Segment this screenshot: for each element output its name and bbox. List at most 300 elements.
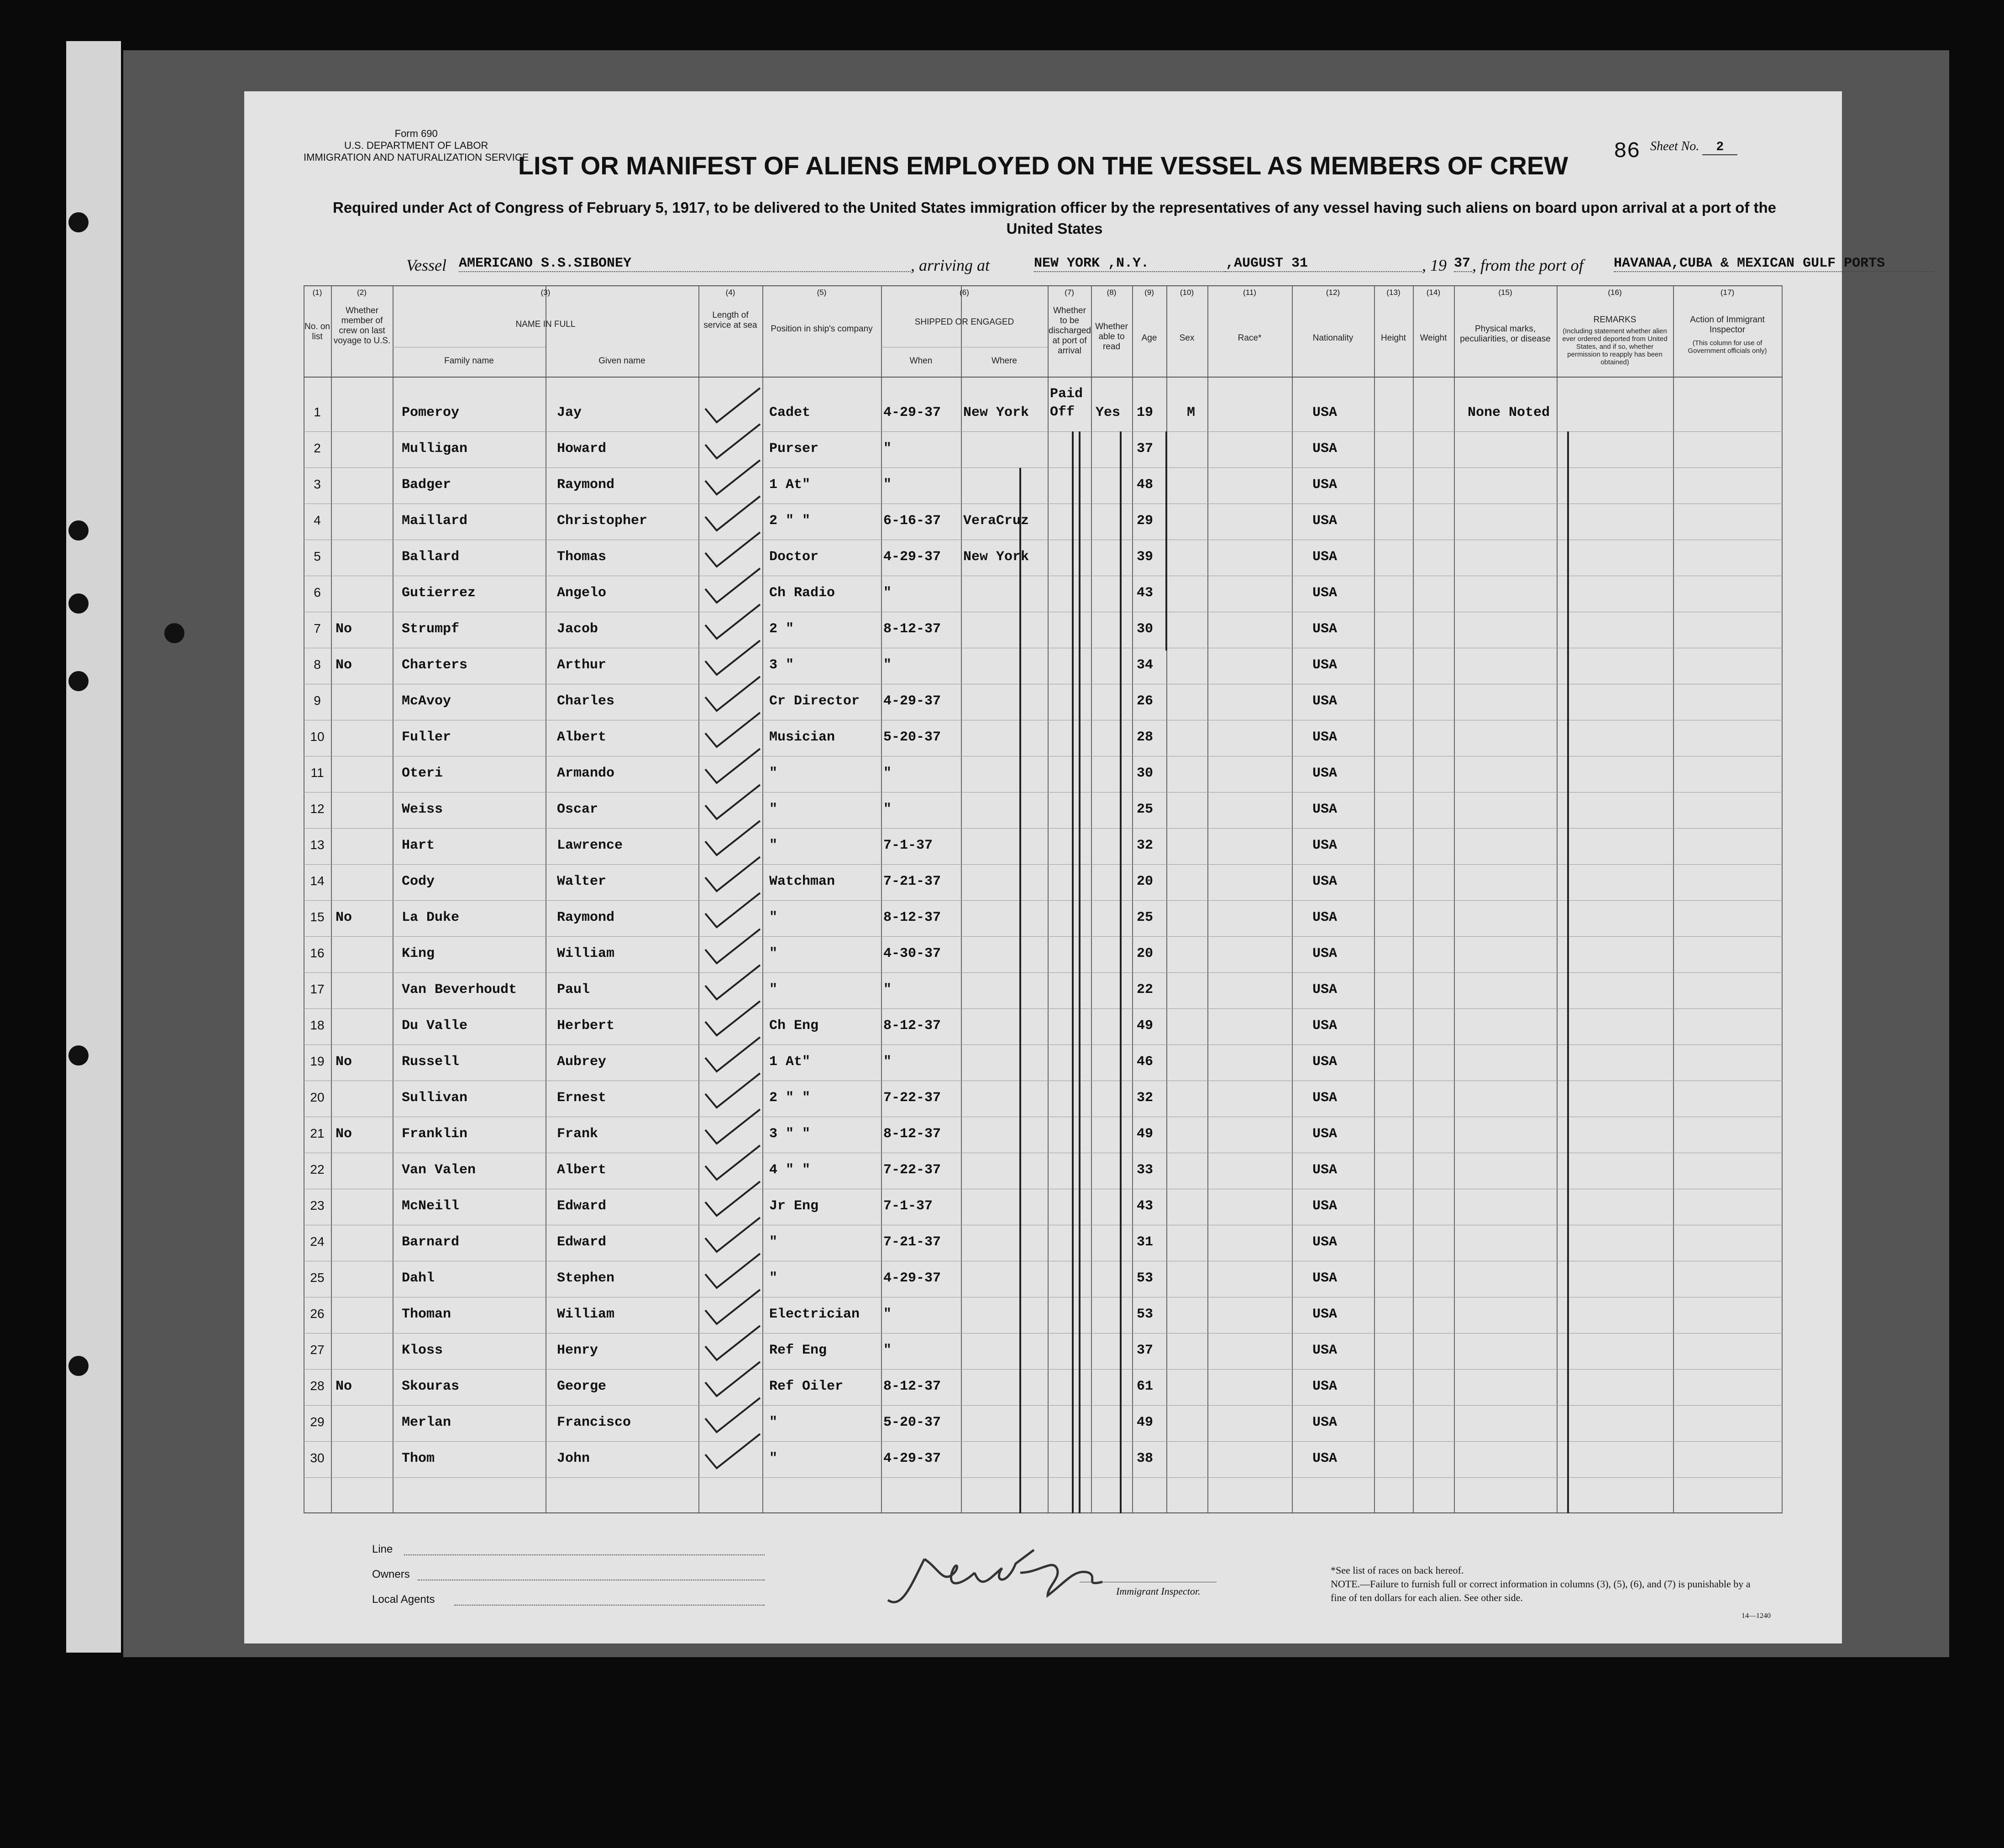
header-shipped-engaged: SHIPPED OR ENGAGED [914,317,1014,327]
cell-when: 4-29-37 [883,693,941,709]
cell-family: Skouras [402,1379,460,1394]
cell-family: Du Valle [402,1018,468,1034]
cell-given: Francisco [557,1415,631,1430]
cell-no: 6 [314,585,321,599]
cell-nationality: USA [1312,874,1338,889]
cell-no: 29 [310,1415,325,1429]
cell-when: " [883,766,892,781]
cell-given: Jacob [557,621,598,637]
from-port-value: HAVANAA,CUBA & MEXICAN GULF PORTS [1614,256,1933,272]
cell-no: 20 [310,1090,325,1104]
cell-nationality: USA [1312,946,1338,961]
cell-given: William [557,946,615,961]
cell-given: Raymond [557,910,615,925]
check-mark [705,857,760,891]
cell-age: 37 [1137,1343,1154,1358]
cell-given: Arthur [557,657,607,673]
check-mark [705,1181,760,1216]
col-num: (11) [1243,288,1256,297]
cell-given: Edward [557,1234,607,1250]
cell-nationality: USA [1312,549,1338,565]
cell-age: 30 [1137,621,1154,637]
from-port-label: , from the port of [1472,256,1584,274]
header-sex: Sex [1179,333,1195,343]
cell-when: " [883,441,892,457]
header-race: Race* [1238,333,1262,343]
cell-age: 61 [1137,1379,1154,1394]
cell-family: Mulligan [402,441,468,457]
cell-where: New York [963,405,1029,420]
cell-position: " [769,910,778,925]
cell-nationality: USA [1312,1307,1338,1322]
cell-position: 1 At" [769,477,811,493]
cell-age: 32 [1137,838,1154,853]
sheet-value: 2 [1702,140,1737,155]
col-num: (7) [1065,288,1074,297]
cell-nationality: USA [1312,1343,1338,1358]
check-mark [705,965,760,999]
cell-family: Russell [402,1054,460,1070]
cell-family: Oteri [402,766,443,781]
cell-family: Barnard [402,1234,460,1250]
cell-when: 7-1-37 [883,838,933,853]
print-code: 14—1240 [1742,1612,1771,1620]
cell-position: Cr Director [769,693,860,709]
check-mark [705,749,760,783]
page-title: LIST OR MANIFEST OF ALIENS EMPLOYED ON THE VESSEL AS MEMBERS OF CREW [518,151,1569,180]
cell-nationality: USA [1312,1379,1338,1394]
cell-when: 8-12-37 [883,910,941,925]
col-num: (2) [357,288,367,297]
cell-family: Van Valen [402,1162,476,1178]
cell-no: 12 [310,802,325,816]
header-where: Where [992,356,1017,366]
cell-position: Electrician [769,1307,860,1322]
cell-given: Edward [557,1198,607,1214]
cell-nationality: USA [1312,1198,1338,1214]
cell-nationality: USA [1312,513,1338,529]
cell-prev: No [336,1379,352,1394]
cell-age: 30 [1137,766,1154,781]
cell-no: 24 [310,1234,325,1249]
cell-no: 30 [310,1451,325,1465]
crew-table [304,285,1783,1513]
cell-position: Musician [769,730,835,745]
service: IMMIGRATION AND NATURALIZATION SERVICE [304,152,529,163]
check-mark [705,1037,760,1071]
col-num: (10) [1180,288,1194,297]
cell-when: " [883,1343,892,1358]
cell-position: " [769,766,778,781]
cell-age: 37 [1137,441,1154,457]
cell-nationality: USA [1312,693,1338,709]
manifest-page [244,91,1885,1643]
local-agents-label: Local Agents [372,1593,435,1606]
binder-strip [66,41,121,1653]
cell-nationality: USA [1312,441,1338,457]
cell-age: 29 [1137,513,1154,529]
cell-no: 11 [310,766,324,780]
cell-given: George [557,1379,607,1394]
cell-read: Yes [1096,405,1121,420]
check-mark [705,1073,760,1108]
cell-when: 8-12-37 [883,1018,941,1034]
cell-family: Strumpf [402,621,460,637]
check-mark [705,604,760,639]
cell-prev: No [336,657,352,673]
header-remarks: REMARKS [1593,315,1637,325]
col-num: (13) [1386,288,1401,297]
cell-when: " [883,802,892,817]
cell-position: 2 " " [769,513,811,529]
header-inspector-sub: (This column for use of Government officials only) [1688,339,1767,355]
check-mark [705,1434,760,1468]
cell-age: 34 [1137,657,1154,673]
cell-age: 26 [1137,693,1154,709]
cell-position: " [769,1451,778,1466]
check-mark [705,568,760,603]
col-num: (17) [1720,288,1735,297]
cell-age: 38 [1137,1451,1154,1466]
col-num: (4) [725,288,735,297]
cell-given: Herbert [557,1018,615,1034]
cell-no: 18 [310,1018,325,1032]
cell-nationality: USA [1312,585,1338,601]
cell-family: McNeill [402,1198,460,1214]
arriving-label: , arriving at [911,256,990,274]
col-num: (3) [540,288,551,297]
check-mark [705,1254,760,1288]
cell-given: Aubrey [557,1054,607,1070]
cell-nationality: USA [1312,1018,1338,1034]
cell-nationality: USA [1312,1054,1338,1070]
page-number: 86 [1614,139,1640,164]
cell-given: Albert [557,730,607,745]
cell-when: 7-1-37 [883,1198,933,1214]
check-mark [705,929,760,963]
cell-age: 49 [1137,1415,1154,1430]
cell-age: 22 [1137,982,1154,997]
cell-no: 10 [310,730,325,744]
cell-family: Maillard [402,513,468,529]
cell-when: 7-22-37 [883,1162,941,1178]
cell-family: King [402,946,435,961]
cell-when: " [883,1307,892,1322]
cell-family: Gutierrez [402,585,476,601]
cell-position: Ch Radio [769,585,835,601]
header-physical-marks: Physical marks, peculiarities, or disease [1460,324,1551,344]
cell-position: " [769,946,778,961]
check-mark [705,640,760,675]
cell-given: Albert [557,1162,607,1178]
line-label: Line [372,1543,393,1555]
punch-hole [164,623,184,643]
cell-sex: M [1187,405,1196,420]
cell-position: 2 " " [769,1090,811,1106]
check-mark [705,893,760,927]
check-mark [705,424,760,458]
cell-family: Kloss [402,1343,443,1358]
check-mark [705,1326,760,1360]
cell-family: Thoman [402,1307,451,1322]
cell-given: Walter [557,874,607,889]
cell-no: 22 [310,1162,325,1176]
cell-when: 7-21-37 [883,874,941,889]
cell-family: Thom [402,1451,435,1466]
arrival-year: 37 [1454,256,1472,272]
cell-given: Ernest [557,1090,607,1106]
header-nationality: Nationality [1312,333,1353,343]
cell-family: McAvoy [402,693,451,709]
cell-given: Thomas [557,549,607,565]
cell-family: Dahl [402,1270,435,1286]
cell-nationality: USA [1312,766,1338,781]
cell-position: Jr Eng [769,1198,819,1214]
cell-given: Paul [557,982,590,997]
cell-no: 19 [310,1054,325,1068]
col-num: (6) [960,288,969,297]
punch-hole [68,520,89,541]
cell-when: 4-29-37 [883,549,941,565]
cell-no: 14 [310,874,325,888]
cell-when: 4-29-37 [883,405,941,420]
header-name-in-full: NAME IN FULL [515,320,576,329]
cell-position: Watchman [769,874,835,889]
cell-family: Fuller [402,730,451,745]
cell-when: 6-16-37 [883,513,941,529]
cell-family: Weiss [402,802,443,817]
cell-family: Franklin [402,1126,468,1142]
cell-nationality: USA [1312,1270,1338,1286]
col-num: (15) [1498,288,1512,297]
cell-prev: No [336,1126,352,1142]
cell-nationality: USA [1312,621,1338,637]
col-num: (12) [1326,288,1340,297]
cell-no: 5 [314,549,321,563]
cell-when: 7-21-37 [883,1234,941,1250]
cell-position: 3 " " [769,1126,811,1142]
races-note: *See list of races on back hereof. [1331,1564,1464,1576]
cell-no: 25 [310,1270,325,1285]
cell-age: 20 [1137,874,1154,889]
punch-hole [68,1045,89,1066]
cell-nationality: USA [1312,405,1338,420]
cell-age: 20 [1137,946,1154,961]
cell-prev: No [336,1054,352,1070]
department: U.S. DEPARTMENT OF LABOR [344,140,488,151]
punch-hole [68,212,89,232]
penalty-note: NOTE.—Failure to furnish full or correct information in columns (3), (5), (6), and (7) is punishable by a fine of ten dollars for each alien. See other side. [1331,1578,1751,1603]
cell-position: " [769,1415,778,1430]
cell-age: 31 [1137,1234,1154,1250]
cell-position: Doctor [769,549,819,565]
header-weight: Weight [1420,333,1447,343]
cell-where: New York [963,549,1029,565]
cell-no: 9 [314,693,321,708]
cell-given: John [557,1451,590,1466]
cell-when: 5-20-37 [883,730,941,745]
cell-age: 43 [1137,585,1154,601]
cell-family: Cody [402,874,435,889]
header-no-on-list: No. on list [304,322,330,341]
col-num: (9) [1144,288,1154,297]
cell-given: Lawrence [557,838,623,853]
cell-family: Pomeroy [402,405,460,420]
cell-position: " [769,1270,778,1286]
cell-family: La Duke [402,910,460,925]
col-num: (16) [1608,288,1622,297]
cell-age: 49 [1137,1018,1154,1034]
cell-no: 17 [310,982,325,996]
sheet-label: Sheet No. [1650,139,1700,153]
check-mark [705,1362,760,1396]
vessel-label: Vessel [406,256,446,274]
cell-nationality: USA [1312,910,1338,925]
cell-position: " [769,802,778,817]
cell-given: Christopher [557,513,648,529]
header-given-name: Given name [598,356,645,366]
cell-given: William [557,1307,615,1322]
cell-nationality: USA [1312,1090,1338,1106]
inspector-label: Immigrant Inspector. [1116,1586,1201,1597]
check-mark [705,713,760,747]
cell-no: 13 [310,838,325,852]
cell-when: " [883,1054,892,1070]
cell-nationality: USA [1312,730,1338,745]
cell-when: " [883,982,892,997]
cell-nationality: USA [1312,838,1338,853]
cell-nationality: USA [1312,1126,1338,1142]
cell-age: 19 [1137,405,1154,420]
header-length-of-service: Length of service at sea [703,310,757,330]
cell-age: 25 [1137,802,1154,817]
cell-age: 28 [1137,730,1154,745]
arrival-date: ,AUGUST 31 [1226,256,1422,272]
vessel-value: AMERICANO S.S.SIBONEY [459,256,911,272]
cell-when: " [883,477,892,493]
cell-where: VeraCruz [963,513,1029,529]
check-mark [705,1218,760,1252]
cell-position: " [769,1234,778,1250]
header-remarks-sub: (Including statement whether alien ever ordered deported from United States, and if so, whether permission to reapply has been obtained) [1562,327,1668,366]
cell-given: Frank [557,1126,598,1142]
cell-position: 2 " [769,621,794,637]
manifest-footer [304,1518,1783,1637]
year-prefix: , 19 [1422,256,1447,274]
cell-given: Raymond [557,477,615,493]
cell-position: Purser [769,441,819,457]
header-inspector-action: Action of Immigrant Inspector [1690,315,1765,335]
cell-nationality: USA [1312,1451,1338,1466]
header-age: Age [1141,333,1157,343]
header-position: Position in ship's company [771,324,873,334]
check-mark [705,460,760,494]
page-subtitle: Required under Act of Congress of February 5, 1917, to be delivered to the United States immigration officer by the representatives of any vessel having such aliens on board upon arrival at a port of the United States [332,199,1776,237]
cell-family: Sullivan [402,1090,468,1106]
cell-age: 43 [1137,1198,1154,1214]
cell-nationality: USA [1312,1415,1338,1430]
cell-no: 26 [310,1307,325,1321]
cell-when: 4-30-37 [883,946,941,961]
vessel-line [244,256,1885,283]
cell-age: 25 [1137,910,1154,925]
cell-given: Charles [557,693,615,709]
cell-no: 3 [314,477,321,491]
cell-nationality: USA [1312,1234,1338,1250]
col-num: (5) [817,288,827,297]
cell-position: Cadet [769,405,811,420]
cell-no: 21 [310,1126,325,1140]
col-num: (1) [312,288,322,297]
header-prev-voyage: Whether member of crew on last voyage to U.S. [333,306,391,346]
header-height: Height [1381,333,1406,343]
cell-given: Stephen [557,1270,615,1286]
cell-nationality: USA [1312,477,1338,493]
cell-when: 5-20-37 [883,1415,941,1430]
cell-when: 4-29-37 [883,1270,941,1286]
cell-when: 8-12-37 [883,1126,941,1142]
punch-hole [68,593,89,614]
cell-prev: No [336,621,352,637]
cell-when: 4-29-37 [883,1451,941,1466]
owners-label: Owners [372,1568,410,1580]
cell-nationality: USA [1312,1162,1338,1178]
cell-nationality: USA [1312,982,1338,997]
punch-hole [68,671,89,691]
cell-position: " [769,982,778,997]
check-mark [705,1145,760,1180]
check-mark [705,677,760,711]
header-when: When [909,356,933,366]
cell-family: Ballard [402,549,460,565]
cell-position: Ref Oiler [769,1379,844,1394]
cell-no: 1 [314,405,321,419]
cell-family: Hart [402,838,435,853]
form-number: Form 690 [394,128,438,139]
cell-no: 16 [310,946,325,960]
check-mark [705,1001,760,1035]
cell-marks: None Noted [1468,405,1550,420]
cell-age: 39 [1137,549,1154,565]
ditto-lines [304,285,1783,1513]
cell-given: Henry [557,1343,598,1358]
cell-prev: No [336,910,352,925]
cell-no: 15 [310,910,325,924]
header-family-name: Family name [444,356,494,366]
col-num: (8) [1107,288,1117,297]
cell-nationality: USA [1312,657,1338,673]
cell-no: 27 [310,1343,325,1357]
cell-family: Badger [402,477,451,493]
arriving-value: NEW YORK ,N.Y. [1034,256,1226,272]
cell-age: 53 [1137,1307,1154,1322]
cell-no: 23 [310,1198,325,1213]
header-able-to-read: Whether able to read [1095,322,1128,352]
cell-given: Jay [557,405,582,420]
punch-hole [68,1356,89,1376]
cell-when: " [883,585,892,601]
cell-age: 33 [1137,1162,1154,1178]
cell-given: Oscar [557,802,598,817]
cell-position: 4 " " [769,1162,811,1178]
check-mark [705,532,760,567]
cell-given: Howard [557,441,607,457]
cell-discharged: Paid Off [1050,386,1083,420]
cell-when: 7-22-37 [883,1090,941,1106]
cell-age: 53 [1137,1270,1154,1286]
cell-family: Van Beverhoudt [402,982,517,997]
header-discharged: Whether to be discharged at port of arrival [1049,306,1091,356]
